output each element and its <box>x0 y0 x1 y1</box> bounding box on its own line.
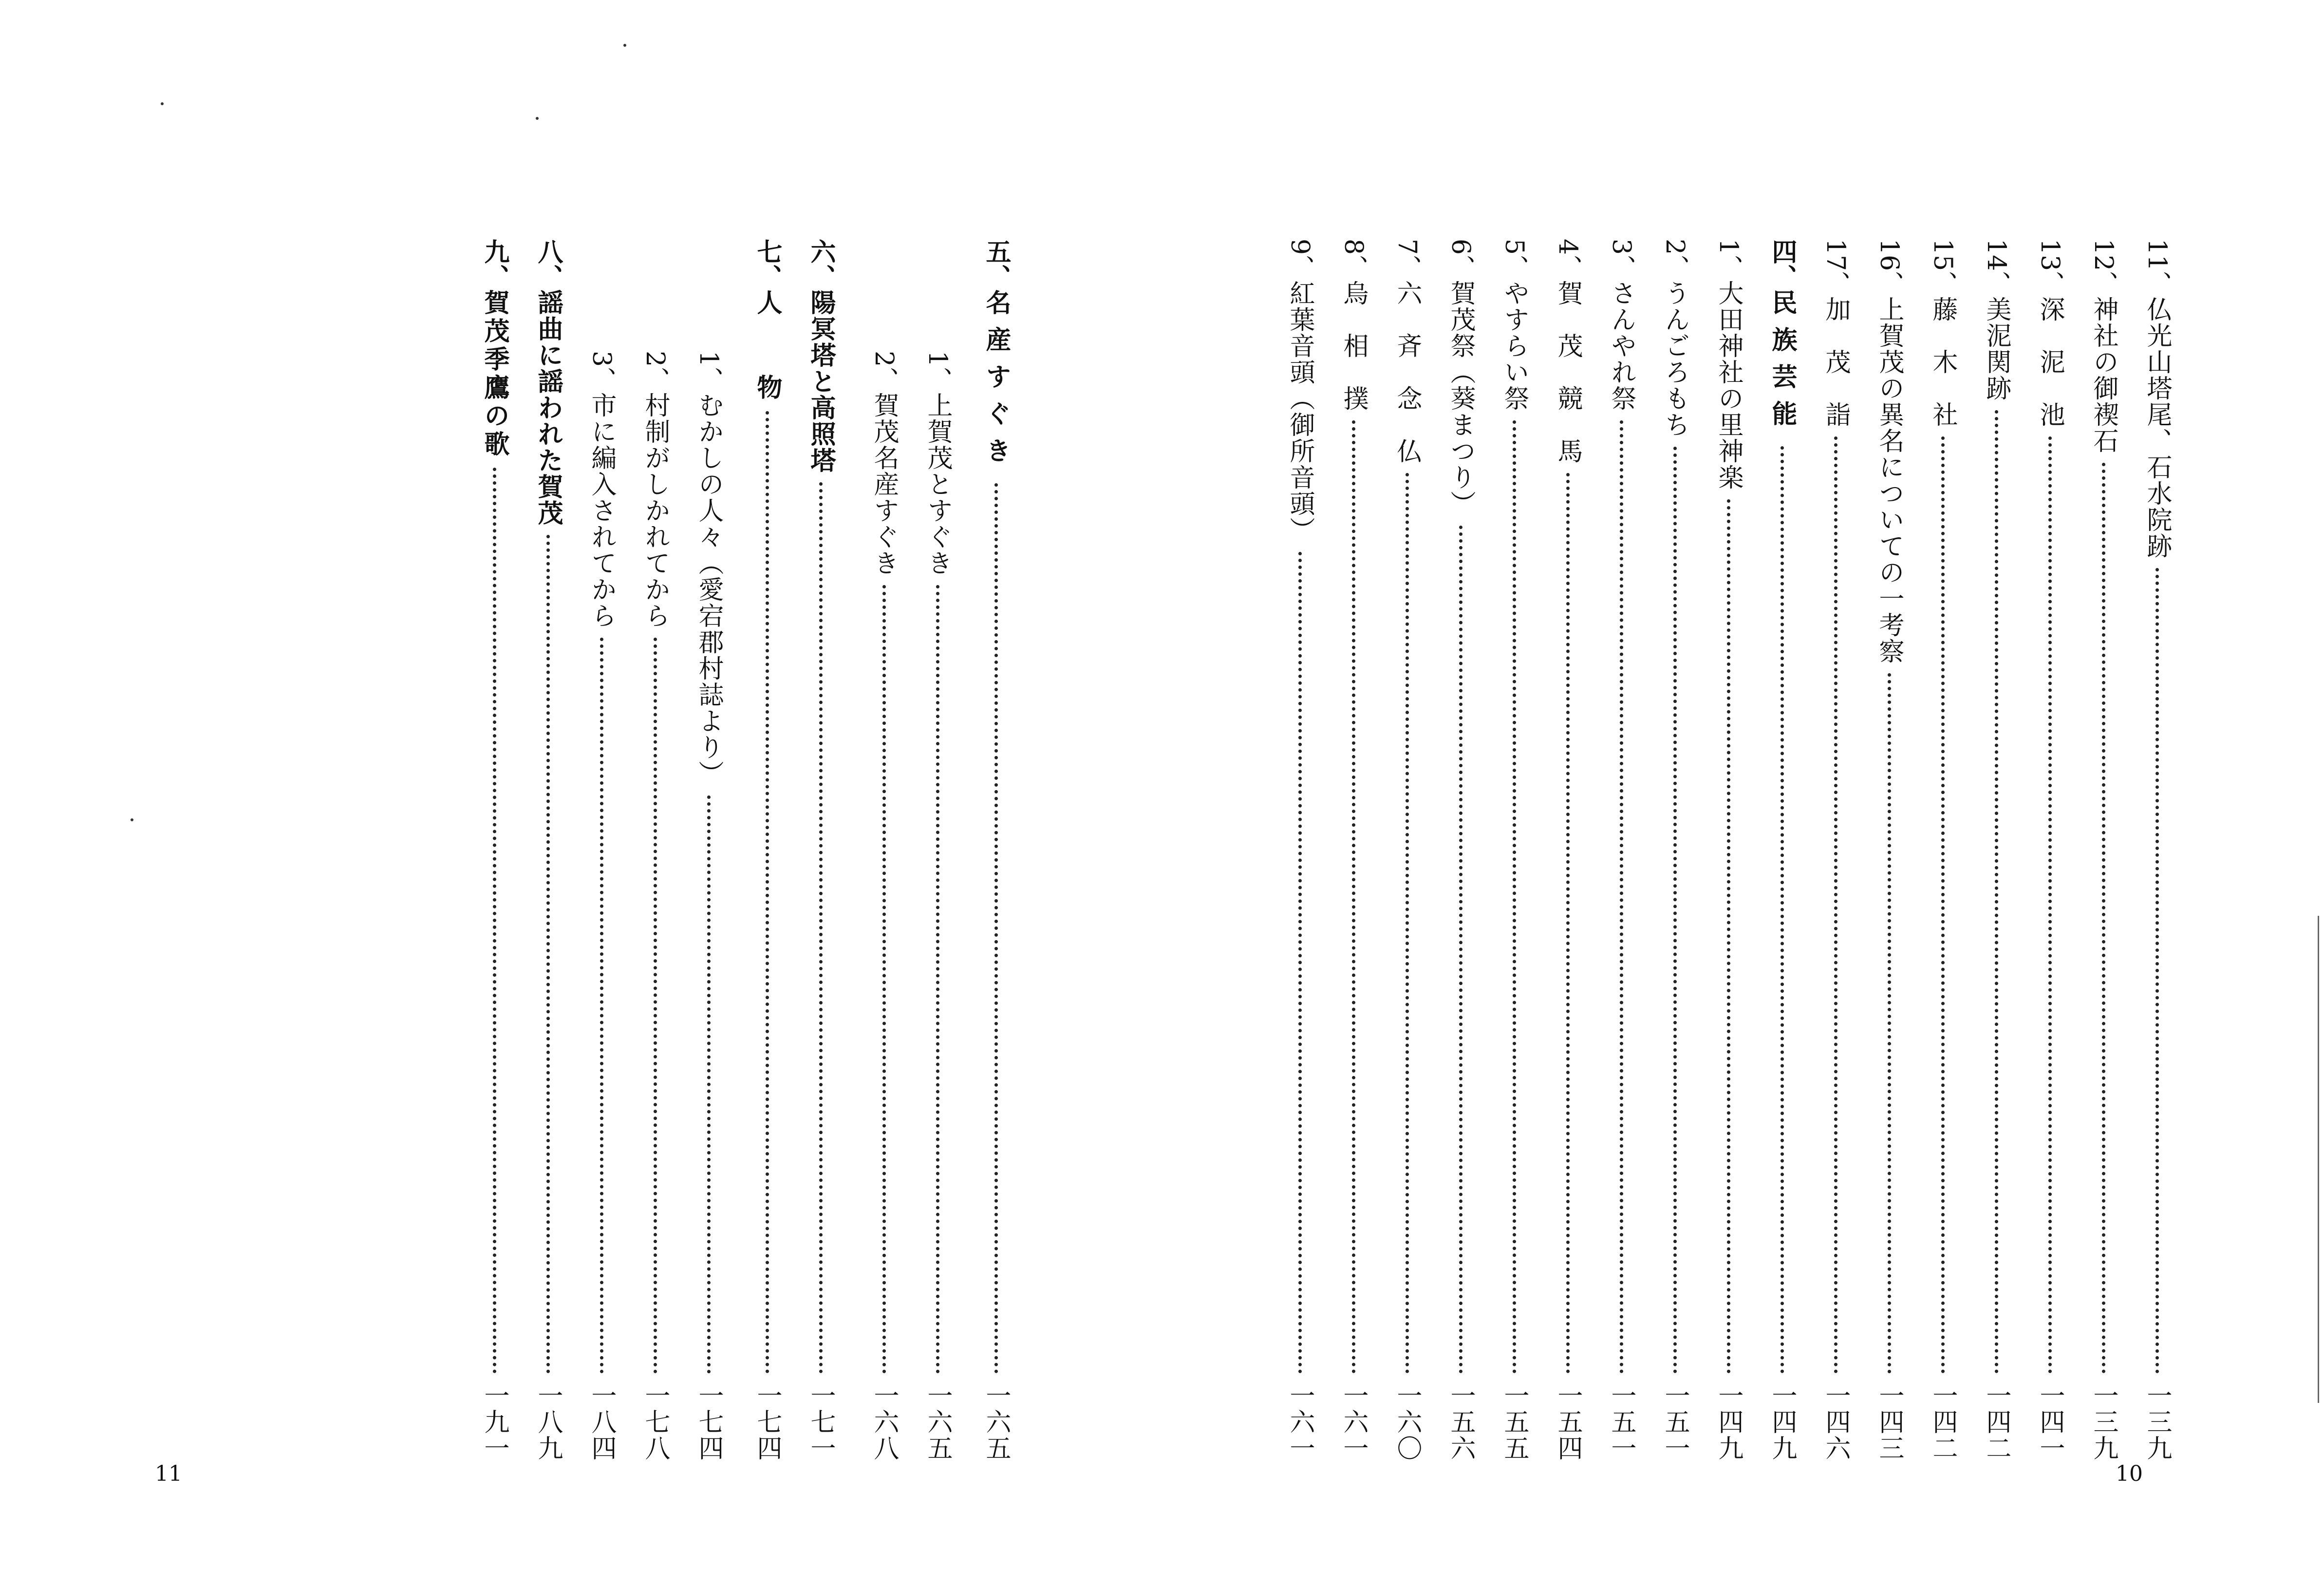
toc-entry <box>633 351 677 1461</box>
entry-title: 深 泥 池 <box>2035 296 2064 428</box>
dot-leader <box>2102 463 2105 1374</box>
entry-page-number: 一四九 <box>1714 1382 1743 1461</box>
entry-title: 烏 相 撲 <box>1339 280 1368 412</box>
entry-number: 2、 <box>640 351 670 393</box>
toc-entry <box>1439 239 1482 1461</box>
dot-leader <box>819 482 823 1374</box>
entry-title: 上賀茂とすぐき <box>923 392 952 577</box>
section-number: 五、 <box>981 239 1011 289</box>
entry-page-number: 一八九 <box>533 1382 562 1461</box>
dot-leader <box>1995 410 1998 1374</box>
entry-number: 4、 <box>1553 239 1582 281</box>
entry-title: 賀茂祭（葵まつり） <box>1446 280 1475 517</box>
section-number: 六、 <box>806 239 836 289</box>
entry-title: 加 茂 詣 <box>1821 296 1850 428</box>
entry-title: 神社の御禊石 <box>2089 296 2118 454</box>
entry-title: 上賀茂の異名についての一考察 <box>1874 296 1904 665</box>
dot-leader <box>1406 473 1409 1374</box>
scan-speck <box>623 44 626 47</box>
entry-number: 1、 <box>923 351 952 393</box>
entry-number: 14、 <box>1982 239 2011 297</box>
toc-entry <box>1278 239 1322 1461</box>
section-title: 名産すぐき <box>981 289 1011 474</box>
entry-number: 2、 <box>869 351 899 393</box>
entry-title: 賀 茂 競 馬 <box>1553 280 1582 465</box>
toc-entry <box>1814 239 1857 1461</box>
toc-entry <box>1921 239 1965 1461</box>
entry-page-number: 一七四 <box>694 1382 723 1461</box>
entry-number: 15、 <box>1928 239 1957 297</box>
dot-leader <box>707 795 711 1374</box>
toc-entry <box>1599 239 1643 1461</box>
entry-title: うんごろもち <box>1660 280 1689 438</box>
entry-number: 3、 <box>1607 239 1636 281</box>
entry-page-number: 一四三 <box>1874 1382 1904 1461</box>
page-number: 11 <box>155 1461 182 1486</box>
scan-speck <box>536 117 539 120</box>
entry-number: 8、 <box>1339 239 1368 281</box>
page-number: 10 <box>2116 1461 2143 1486</box>
section-title: 陽冥塔と高照塔 <box>806 289 836 473</box>
entry-number: 12、 <box>2089 239 2118 297</box>
toc-section-heading <box>799 239 843 1461</box>
section-title: 謡曲に謡われた賀茂 <box>533 289 563 526</box>
section-number: 七、 <box>752 239 782 289</box>
section-title: 人 物 <box>752 289 782 402</box>
dot-leader <box>1352 420 1355 1374</box>
dot-leader <box>493 468 496 1374</box>
entry-page-number: 一六五 <box>981 1382 1011 1461</box>
dot-leader <box>1459 526 1462 1374</box>
dot-leader <box>2048 436 2052 1374</box>
toc-page-right <box>1162 0 2324 1589</box>
dot-leader <box>1566 473 1570 1374</box>
entry-page-number: 一五四 <box>1553 1382 1582 1461</box>
entry-page-number: 一四二 <box>1928 1382 1957 1461</box>
toc-entry <box>2028 239 2072 1461</box>
entry-number: 5、 <box>1499 239 1529 281</box>
entry-title: 大田神社の里神楽 <box>1714 280 1743 491</box>
dot-leader <box>1780 446 1784 1374</box>
dot-leader <box>1298 552 1302 1374</box>
entry-page-number: 一五五 <box>1499 1382 1529 1461</box>
dot-leader <box>1727 499 1730 1374</box>
toc-entry <box>1867 239 1911 1461</box>
entry-number: 7、 <box>1392 239 1422 281</box>
entry-page-number: 一五六 <box>1446 1382 1475 1461</box>
entry-title: 紅葉音頭（御所音頭） <box>1285 280 1314 544</box>
entry-title: やすらい祭 <box>1499 280 1529 412</box>
entry-number: 1、 <box>1714 239 1743 281</box>
toc-section-heading <box>745 239 789 1461</box>
toc-entry <box>1653 239 1697 1461</box>
toc-entry <box>1331 239 1375 1461</box>
toc-entry <box>2081 239 2125 1461</box>
dot-leader <box>766 411 769 1374</box>
scan-speck <box>131 818 133 821</box>
section-title: 賀茂季鷹の歌 <box>480 289 509 459</box>
dot-leader <box>1620 420 1623 1374</box>
entry-page-number: 一七八 <box>640 1382 670 1461</box>
entry-page-number: 一四一 <box>2035 1382 2064 1461</box>
dot-leader <box>936 585 939 1374</box>
toc-entry <box>1546 239 1590 1461</box>
entry-page-number: 一九一 <box>480 1382 509 1461</box>
entry-page-number: 一四二 <box>1982 1382 2011 1461</box>
dot-leader <box>654 638 657 1374</box>
toc-entry <box>1492 239 1536 1461</box>
entry-page-number: 一六五 <box>923 1382 952 1461</box>
toc-entry <box>1974 239 2018 1461</box>
section-title: 民族芸能 <box>1767 289 1797 437</box>
entry-page-number: 一四九 <box>1767 1382 1797 1461</box>
entry-page-number: 一六〇 <box>1392 1382 1422 1461</box>
entry-page-number: 一七一 <box>806 1382 835 1461</box>
entry-page-number: 一七四 <box>752 1382 782 1461</box>
entry-number: 6、 <box>1446 239 1475 281</box>
dot-leader <box>1888 673 1891 1374</box>
toc-entry <box>580 351 623 1461</box>
dot-leader <box>2155 568 2159 1374</box>
entry-title: 仏光山塔尾、石水院跡 <box>2142 296 2172 560</box>
entry-page-number: 一六八 <box>869 1382 899 1461</box>
entry-title: さんやれ祭 <box>1607 280 1636 412</box>
entry-page-number: 一五一 <box>1607 1382 1636 1461</box>
dot-leader <box>546 535 550 1374</box>
toc-entry <box>687 351 731 1461</box>
entry-number: 16、 <box>1874 239 1904 297</box>
toc-section-heading <box>472 239 516 1461</box>
dot-leader <box>1673 447 1677 1374</box>
section-number: 八、 <box>533 239 563 289</box>
dot-leader <box>994 483 998 1374</box>
entry-title: 村制がしかれてから <box>640 392 670 629</box>
section-number: 四、 <box>1767 239 1797 289</box>
dot-leader <box>1834 436 1837 1374</box>
dot-leader <box>1513 420 1516 1374</box>
toc-entry <box>1706 239 1750 1461</box>
entry-title: 美泥関跡 <box>1982 296 2011 402</box>
entry-number: 9、 <box>1285 239 1314 281</box>
entry-number: 3、 <box>587 351 616 393</box>
scan-edge-mark <box>2318 916 2324 1403</box>
toc-entry <box>1385 239 1429 1461</box>
entry-page-number: 一四六 <box>1821 1382 1850 1461</box>
entry-page-number: 一六一 <box>1339 1382 1368 1461</box>
entry-page-number: 一六一 <box>1285 1382 1314 1461</box>
toc-entry <box>862 351 906 1461</box>
toc-entry <box>916 351 959 1461</box>
entry-number: 17、 <box>1821 239 1850 297</box>
toc-section-heading <box>1760 239 1804 1461</box>
entry-page-number: 一五一 <box>1660 1382 1689 1461</box>
entry-page-number: 一三九 <box>2142 1382 2172 1461</box>
section-number: 九、 <box>480 239 509 289</box>
dot-leader <box>600 638 603 1374</box>
entry-title: むかしの人々（愛宕郡村誌より） <box>694 392 723 787</box>
toc-entry <box>2135 239 2179 1461</box>
entry-number: 2、 <box>1660 239 1689 281</box>
entry-number: 13、 <box>2035 239 2064 297</box>
entry-page-number: 一三九 <box>2089 1382 2118 1461</box>
entry-title: 六 斉 念 仏 <box>1392 280 1422 465</box>
toc-section-heading <box>974 239 1018 1461</box>
scan-speck <box>161 102 164 105</box>
entry-title: 市に編入されてから <box>587 392 616 629</box>
toc-section-heading <box>526 239 570 1461</box>
entry-number: 11、 <box>2142 239 2172 297</box>
dot-leader <box>882 585 886 1374</box>
entry-title: 賀茂名産すぐき <box>869 392 899 577</box>
entry-page-number: 一八四 <box>587 1382 616 1461</box>
entry-number: 1、 <box>694 351 723 393</box>
dot-leader <box>1941 436 1945 1374</box>
entry-title: 藤 木 社 <box>1928 296 1957 428</box>
